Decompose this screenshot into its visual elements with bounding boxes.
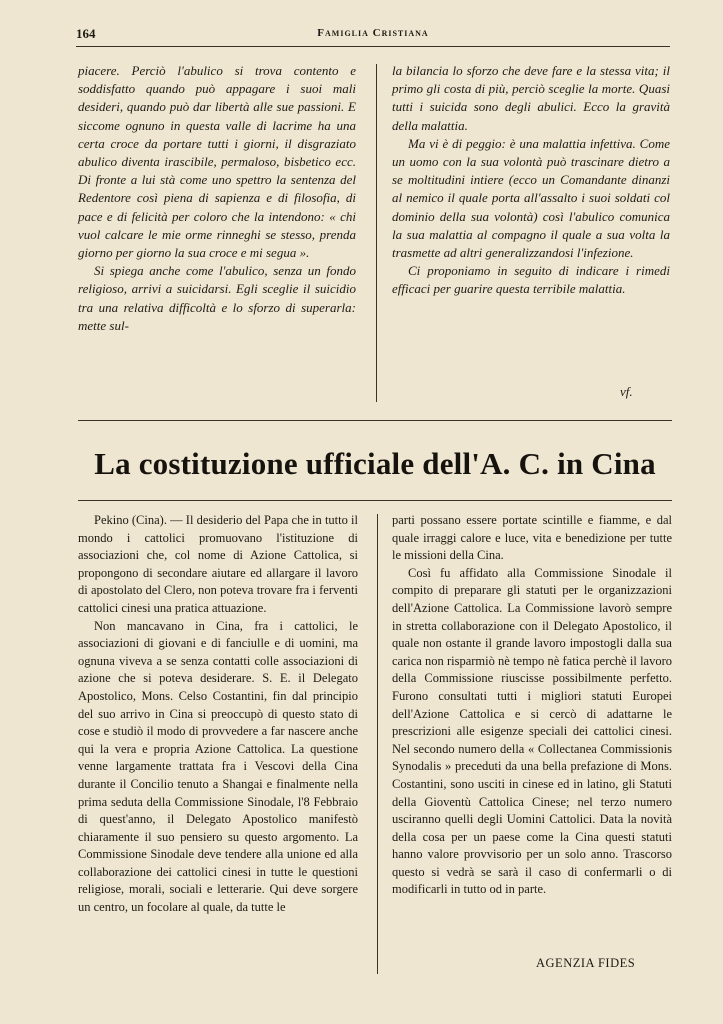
author-signature: vf. [620,384,633,399]
top-article-right-column [392,62,670,299]
running-title: Famiglia Cristiana [317,27,429,39]
paragraph: parti possano essere portate scintille e fiamme, e dal quale irraggi calore e luce, vita e benedizione per tutte le missioni della Cina. [392,513,672,563]
top-article-left-column [78,62,356,335]
page-header [76,26,670,47]
paragraph: Così fu affidato alla Commissione Sinodale il compito di preparare gli statuti per le organizzazioni dell'Azione Cattolica. La Commissione lavorò sempre in stretta collaborazione con il Delegato Apostolico, il quale non ostante il grande lavoro impostogli dalla sua carica non risparmiò nè tempo nè fatica perchè il lavoro della Commissione riuscisse possibilmente perfetto. Furono consultati tutti i migliori statuti Europei dell'Azione Cattolica e si cercò di adattarne le prescrizioni alle esigenze speciali dei cattolici cinesi. Nel secondo numero della « Collectanea Commissionis Synodalis » preceduti da una bella prefazione di Mons. Costantini, sono usciti in cinese ed in latino, gli Statuti della Gioventù Cattolica Cinese; nel terzo numero usciranno quelli degli Uomini Cattolici. Data la novità della cosa per un paese come la Cina questi statuti hanno valore provvisorio per un solo anno. Trascorso questo si vedrà se sarà il caso di confermarli o di modificarli in tutto od in parte. [392,565,672,897]
section-divider [78,420,672,421]
paragraph: Pekino (Cina). — Il desiderio del Papa che in tutto il mondo i cattolici promuovano l'istituzione di associazioni che, col nome di Azione Cattolica, si propongono di secondare aiutare ed allargare il lavoro di apostolato del Clero, non poteva trovare fra i ferventi cattolici cinesi una pratica attuazione. [78,513,358,615]
paragraph: Si spiega anche come l'abulico, senza un fondo religioso, arrivi a suicidarsi. Egli sceglie il suicidio tra una relativa difficoltà e lo sforzo di superarla: mette sul- [78,263,356,333]
article-headline: La costituzione ufficiale dell'A. C. in Cina [94,446,656,481]
column-divider [377,514,378,974]
paragraph: Non mancavano in Cina, fra i cattolici, le associazioni di giovani e di fanciulle e di uomini, ma ognuna viveva a se senza contatti colle associazioni di azione che si poteva desiderare. S. E. il Delegato Apostolico, Mons. Celso Costantini, fin dal principio del suo arrivo in Cina si preoccupò di questo stato di cose e studiò il modo di provvedere a far nascere anche qui la vera e propria Azione Cattolica. La questione venne largamente trattata fra i Vescovi della Cina durante il Concilio tenuto a Shangai e finalmente nella prima seduta della Commissione Sinodale, l'8 Febbraio di quest'anno, il Delegato Apostolico manifestò chiaramente il suo pensiero su questo argomento. La Commissione Sinodale deve tendere alla unione ed alla collaborazione dei cattolici cinesi in tutte le questioni religiose, morali, sociali e letterarie. Qui deve sorgere un centro, un focolare al quale, da tutte le [78,618,358,915]
paragraph: la bilancia lo sforzo che deve fare e la stessa vita; il primo gli costa di più, perciò sceglie la morte. Quasi tutti i suicida sono degli abulici. Ecco la gravità della malattia. [392,63,670,133]
page-number: 164 [76,26,96,41]
paragraph: Ma vi è di peggio: è una malattia infettiva. Come un uomo con la sua volontà può trascinare dietro a se moltitudini intiere (ecco un Comandante dinanzi al nemico il quale porta all'assalto i suoi soldati col dominio della sua volontà) così l'abulico comunica la sua malattia al compagno il quale a sua volta la trasmette ad altri generalizzandosi l'infezione. [392,135,670,261]
paragraph: Ci proponiamo in seguito di indicare i rimedi efficaci per guarire questa terribile malattia. [392,263,670,297]
headline-divider [78,500,672,501]
main-article-left-column [78,512,358,917]
main-article-right-column [392,512,672,899]
paragraph: piacere. Perciò l'abulico si trova contento e soddisfatto quando può appagare i suoi mali desideri, quando può dar libertà alle sue passioni. E siccome ognuno in questa valle di lacrime ha una certa croce da portare tutti i giorni, il disgraziato abulico diventa irascibile, permaloso, bisbetico ecc. Di fronte a lui stà come uno spettro la sentenza del Redentore così piena di sapienza e di filosofia, di pace e di felicità per coloro che la intendono: « chi vuol calcare le mie orme rinneghi se stesso, prenda giorno per giorno la sua croce e mi segua ». [78,63,356,261]
column-divider [376,64,377,402]
news-agency-credit: AGENZIA FIDES [536,956,636,970]
